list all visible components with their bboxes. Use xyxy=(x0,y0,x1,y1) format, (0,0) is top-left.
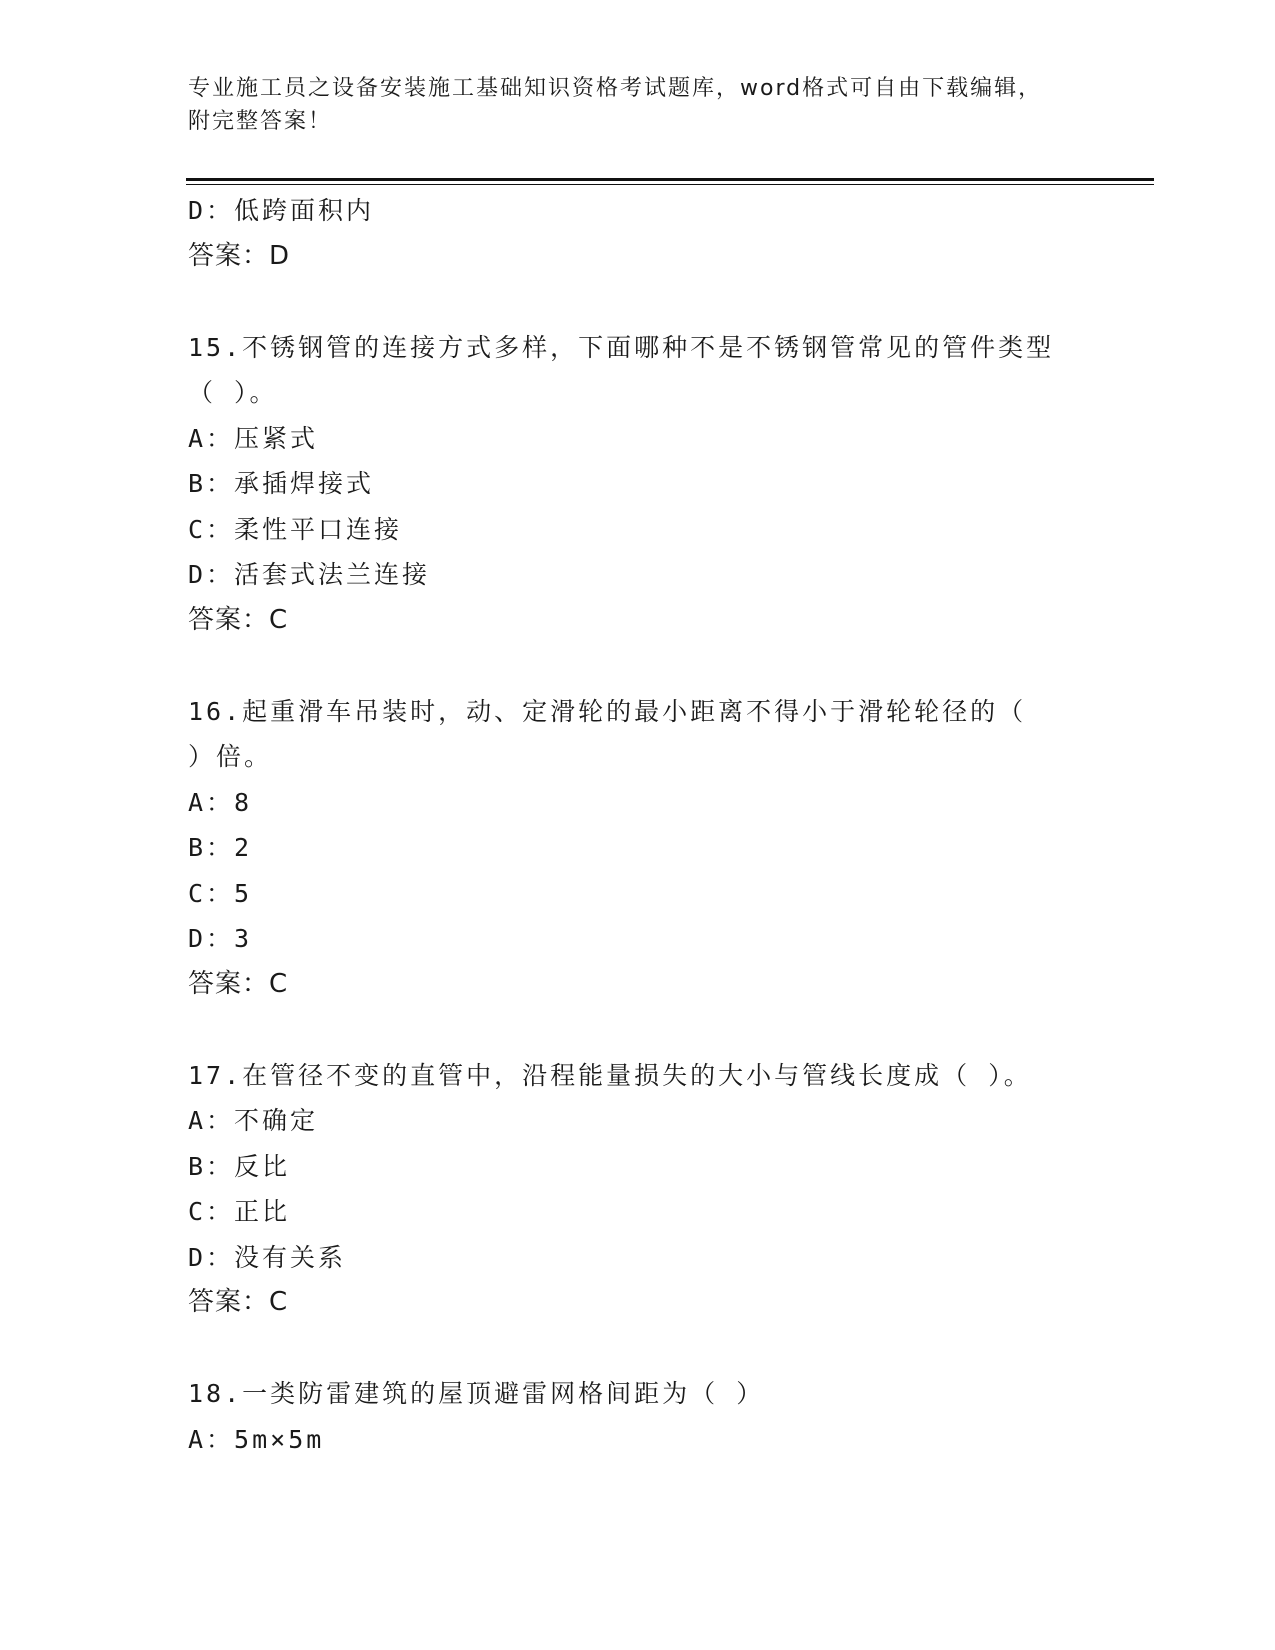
option-line: B：反比 xyxy=(188,1151,291,1181)
question-spacer xyxy=(188,643,1148,689)
question-text: 17.在管径不变的直管中，沿程能量损失的大小与管线长度成（ ）。 xyxy=(188,1060,1032,1090)
answer-line: 答案：C xyxy=(188,1287,289,1317)
option-line: D：低跨面积内 xyxy=(188,196,375,225)
question-text: 15.不锈钢管的连接方式多样，下面哪种不是不锈钢管常见的管件类型 xyxy=(188,332,1055,362)
question-text: 18.一类防雷建筑的屋顶避雷网格间距为（ ） xyxy=(188,1379,765,1408)
option-line: A：压紧式 xyxy=(188,423,319,453)
header-divider-thin xyxy=(186,184,1154,185)
answer-line: 答案：C xyxy=(188,604,289,635)
option-line: B：2 xyxy=(188,833,253,862)
option-line: D：3 xyxy=(188,924,253,953)
question-text: （ ）。 xyxy=(188,378,278,407)
option-line: A：5m×5m xyxy=(188,1424,325,1454)
header-line-2: 附完整答案！ xyxy=(188,109,333,134)
option-line: B：承插焊接式 xyxy=(188,469,375,498)
option-line: D：没有关系 xyxy=(188,1242,347,1272)
page-header xyxy=(188,72,1068,138)
option-line: C：5 xyxy=(188,878,253,908)
question-spacer xyxy=(188,279,1148,325)
option-line: A：8 xyxy=(188,787,253,817)
header-line-1: 专业施工员之设备安装施工基础知识资格考试题库，word格式可自由下载编辑， xyxy=(188,76,1043,101)
question-text: 16.起重滑车吊装时，动、定滑轮的最小距离不得小于滑轮轮径的（ xyxy=(188,696,1027,726)
header-divider-thick xyxy=(186,178,1154,181)
answer-line: 答案：C xyxy=(188,968,289,999)
answer-line: 答案：D xyxy=(188,240,291,271)
question-spacer xyxy=(188,1007,1148,1053)
option-line: C：正比 xyxy=(188,1197,291,1226)
question-spacer xyxy=(188,1326,1148,1372)
option-line: A：不确定 xyxy=(188,1106,319,1135)
question-text: ）倍。 xyxy=(188,742,273,771)
option-line: D：活套式法兰连接 xyxy=(188,560,431,589)
question-list xyxy=(188,188,1148,1462)
option-line: C：柔性平口连接 xyxy=(188,514,403,544)
